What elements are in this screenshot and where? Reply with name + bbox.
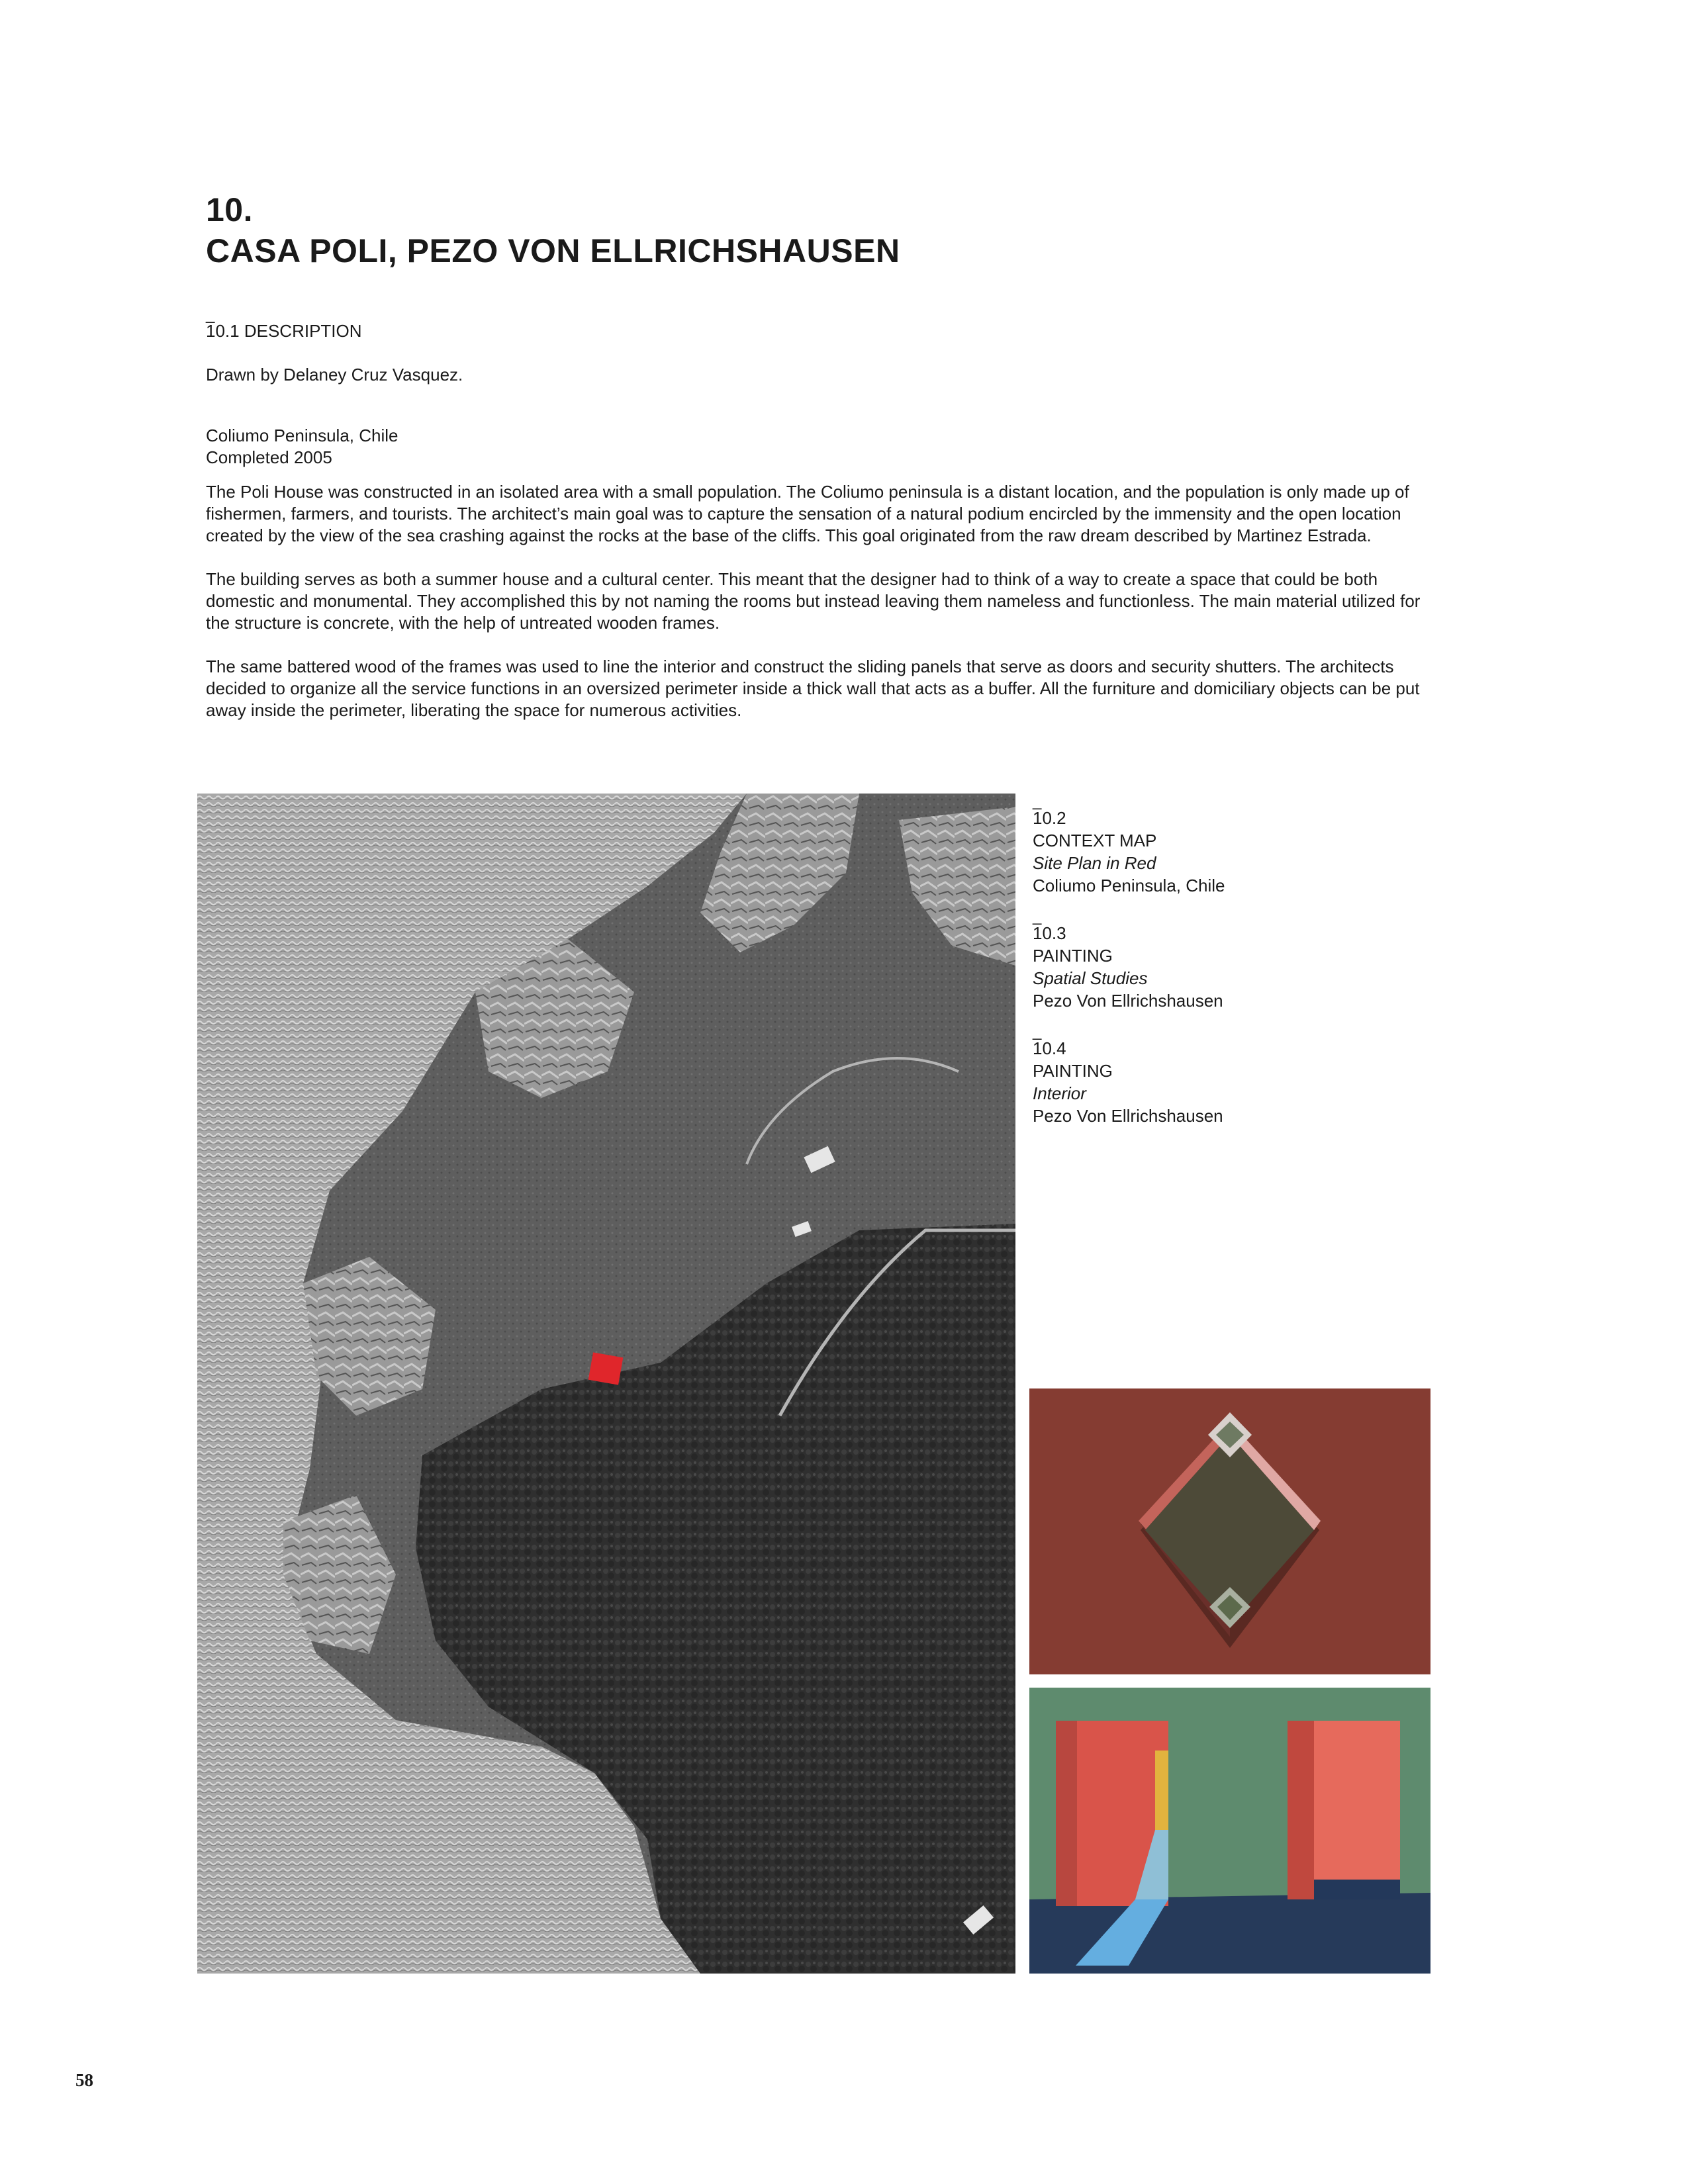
caption-credit: Pezo Von Ellrichshausen bbox=[1033, 1106, 1223, 1126]
caption-type: PAINTING bbox=[1033, 1061, 1113, 1081]
painting-spatial-studies-image bbox=[1029, 1388, 1430, 1674]
caption-type: PAINTING bbox=[1033, 946, 1113, 966]
caption-credit: Coliumo Peninsula, Chile bbox=[1033, 876, 1225, 895]
section-number: 10. bbox=[206, 191, 254, 228]
page-title: CASA POLI, PEZO VON ELLRICHSHAUSEN bbox=[206, 232, 900, 269]
caption-dash: _ bbox=[1033, 1023, 1042, 1040]
section-dash: _ bbox=[206, 306, 215, 324]
caption-subtitle: Site Plan in Red bbox=[1033, 853, 1156, 873]
project-completed: Completed 2005 bbox=[206, 447, 332, 467]
painting-interior-image bbox=[1029, 1688, 1430, 1974]
description-paragraph: The Poli House was constructed in an isolated area with a small population. The Coliumo peninsula is a distant location, and the population is only made up of fishermen, farmers, and tourists. The architect’s main goal was to capture the sensation of a natural podium encircled by the immensity and the open location created by the view of the sea crashing against the rocks at the base of the cliffs. This goal originated from the raw dream described by Martinez Estrada. bbox=[206, 482, 1409, 545]
caption-painting-spatial-studies bbox=[1033, 907, 1430, 1012]
site-marker bbox=[588, 1352, 624, 1385]
caption-dash: _ bbox=[1033, 907, 1042, 925]
description-paragraph: The same battered wood of the frames was used to line the interior and construct the sliding panels that serve as doors and security shutters. The architects decided to organize all the service functions in an oversized perimeter inside a thick wall that acts as a buffer. All the furniture and domiciliary objects can be put away inside the perimeter, liberating the space for numerous activities. bbox=[206, 657, 1420, 720]
caption-context-map bbox=[1033, 792, 1430, 897]
caption-type: CONTEXT MAP bbox=[1033, 831, 1157, 850]
caption-painting-interior bbox=[1033, 1023, 1430, 1127]
caption-number: 10.2 bbox=[1033, 808, 1066, 828]
project-location: Coliumo Peninsula, Chile bbox=[206, 426, 399, 445]
page-number: 58 bbox=[75, 2070, 93, 2090]
caption-number: 10.3 bbox=[1033, 923, 1066, 943]
caption-number: 10.4 bbox=[1033, 1038, 1066, 1058]
context-map-image bbox=[197, 794, 1015, 1974]
caption-subtitle: Interior bbox=[1033, 1083, 1086, 1103]
caption-dash: _ bbox=[1033, 792, 1042, 810]
caption-credit: Pezo Von Ellrichshausen bbox=[1033, 991, 1223, 1011]
description-paragraph: The building serves as both a summer house and a cultural center. This meant that the designer had to think of a way to create a space that could be both domestic and monumental. They accomplished this by not naming the rooms but instead leaving them nameless and functionless. The main material utilized for the structure is concrete, with the help of untreated wooden frames. bbox=[206, 569, 1421, 633]
description-heading: 10.1 DESCRIPTION bbox=[206, 321, 362, 341]
caption-subtitle: Spatial Studies bbox=[1033, 968, 1148, 988]
drawn-by: Drawn by Delaney Cruz Vasquez. bbox=[206, 365, 463, 385]
description-section bbox=[206, 306, 1464, 721]
